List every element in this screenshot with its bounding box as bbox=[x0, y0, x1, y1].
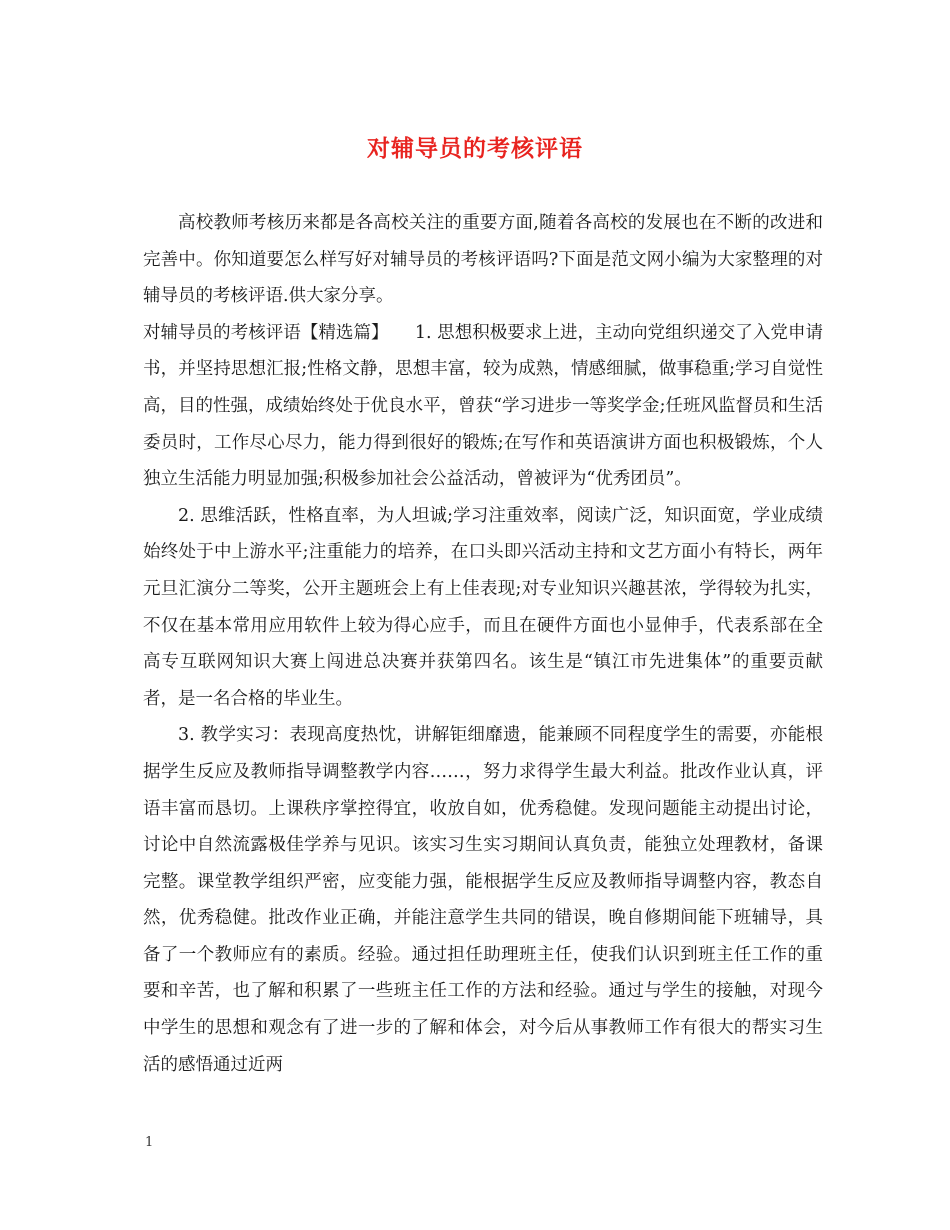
intro-paragraph: 高校教师考核历来都是各高校关注的重要方面,随着各高校的发展也在不断的改进和完善中。你知道要怎么样写好对辅导员的考核评语吗?下面是范文网小编为大家整理的对辅导员的考核评语.供大家分享。 bbox=[143, 213, 823, 307]
document-title: 对辅导员的考核评语 bbox=[367, 135, 583, 162]
section-paragraph-3: 3. 教学实习：表现高度热忱，讲解钜细靡遗，能兼顾不同程度学生的需要，亦能根据学生反应及教师指导调整教学内容……，努力求得学生最大利益。批改作业认真，评语丰富而恳切。上课秩序掌控得宜，收放自如，优秀稳健。发现问题能主动提出讨论，讨论中自然流露极佳学养与见识。该实习生实习期间认真负责，能独立处理教材，备课完整。课堂教学组织严密，应变能力强，能根据学生反应及教师指导调整内容，教态自然，优秀稳健。批改作业正确，并能注意学生共同的错误，晚自修期间能下班辅导，具备了一个教师应有的素质。经验。通过担任助理班主任，使我们认识到班主任工作的重要和辛苦，也了解和积累了一些班主任工作的方法和经验。通过与学生的接触，对现今中学生的思想和观念有了进一步的了解和体会，对今后从事教师工作有很大的帮实习生活的感悟通过近两 bbox=[143, 725, 823, 1075]
section-paragraph-2: 2. 思维活跃，性格直率，为人坦诚;学习注重效率，阅读广泛，知识面宽，学业成绩始终处于中上游水平;注重能力的培养，在口头即兴活动主持和文艺方面小有特长，两年元旦汇演分二等奖，公开主题班会上有上佳表现;对专业知识兴趣甚浓，学得较为扎实，不仅在基本常用应用软件上较为得心应手，而且在硬件方面也小显伸手，代表系部在全高专互联网知识大赛上闯进总决赛并获第四名。该生是“镇江市先进集体”的重要贡献者，是一名合格的毕业生。 bbox=[143, 505, 823, 709]
document-body bbox=[143, 205, 823, 1083]
page-number: 1 bbox=[145, 1135, 154, 1150]
section-paragraph-1: 对辅导员的考核评语【精选篇】 1. 思想积极要求上进，主动向党组织递交了入党申请书，并坚持思想汇报;性格文静，思想丰富，较为成熟，情感细腻，做事稳重;学习自觉性高，目的性强，成绩始终处于优良水平，曾获“学习进步一等奖学金;任班风监督员和生活委员时，工作尽心尽力，能力得到很好的锻炼;在写作和英语演讲方面也积极锻炼，个人独立生活能力明显加强;积极参加社会公益活动，曾被评为“优秀团员”。 bbox=[143, 322, 823, 490]
